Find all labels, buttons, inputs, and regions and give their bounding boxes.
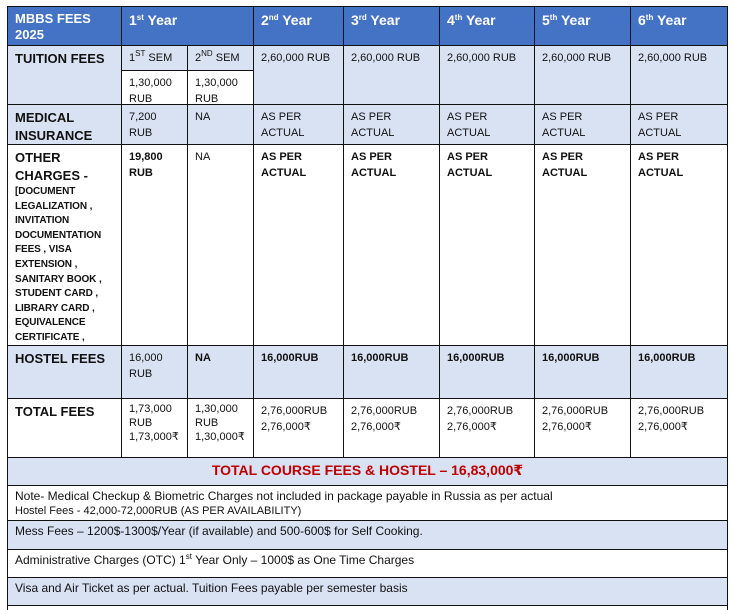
note-visa xyxy=(8,578,728,606)
value-line1: AS PER xyxy=(351,151,392,163)
value-line1: AS PER xyxy=(447,151,488,163)
other-detail-line: EQUIVALENCE xyxy=(15,317,86,329)
other-detail-line: SANITARY BOOK , xyxy=(15,273,102,285)
other-label-line1: OTHER xyxy=(15,150,61,165)
value-line2: ACTUAL xyxy=(638,127,682,139)
value-line2: RUB xyxy=(129,368,153,380)
hostel-year-value: 16,000RUB xyxy=(261,352,319,364)
total-year-4 xyxy=(440,399,535,458)
other-year-5 xyxy=(535,145,631,346)
hostel-year-value: 16,000RUB xyxy=(351,352,409,364)
medical-label-line1: MEDICAL xyxy=(15,110,75,125)
medical-sem2 xyxy=(188,105,254,145)
value-line2: 2,76,000₹ xyxy=(638,421,688,433)
value-line2: RUB xyxy=(195,417,219,429)
tuition-year-2 xyxy=(254,46,344,105)
other-label-line2: CHARGES - xyxy=(15,168,88,183)
hostel-year-5 xyxy=(535,346,631,399)
row-label-other xyxy=(8,145,122,346)
sem-num: 1 xyxy=(129,52,136,64)
value-line3: 1,73,000₹ xyxy=(129,431,179,443)
note-line: Note- Medical Checkup & Biometric Charges not included in package payable in Russia as per actual xyxy=(15,489,553,503)
tuition-year-value: 2,60,000 RUB xyxy=(542,52,612,64)
header-title-line1: MBBS FEES xyxy=(15,11,91,26)
value-line2: ACTUAL xyxy=(351,127,395,139)
tuition-year-3 xyxy=(344,46,440,105)
year-suffix: st xyxy=(136,13,144,22)
header-year-6 xyxy=(631,7,728,46)
other-detail-line: INVITATION xyxy=(15,215,70,227)
hostel-year-4 xyxy=(440,346,535,399)
hostel-sem2 xyxy=(188,346,254,399)
value-line2: 2,76,000₹ xyxy=(261,421,311,433)
tuition-year-6 xyxy=(631,46,728,105)
other-sem1 xyxy=(122,145,188,346)
tuition-sem2-header xyxy=(188,46,254,71)
tuition-year-value: 2,60,000 RUB xyxy=(447,52,517,64)
row-label-tuition xyxy=(8,46,122,105)
other-detail-line: LIBRARY CARD , xyxy=(15,302,95,314)
sem-num: 2 xyxy=(195,52,202,64)
value-line2: RUB xyxy=(129,167,153,179)
value-na: NA xyxy=(195,111,211,123)
year-num: 3 xyxy=(351,12,359,28)
year-word: Year xyxy=(462,12,496,28)
year-word: Year xyxy=(143,12,178,28)
tuition-year-4 xyxy=(440,46,535,105)
hostel-year-value: 16,000RUB xyxy=(447,352,505,364)
header-year-1 xyxy=(122,7,254,46)
other-year-4 xyxy=(440,145,535,346)
header-year-5 xyxy=(535,7,631,46)
value-line1: 7,200 xyxy=(129,111,157,123)
total-year-6 xyxy=(631,399,728,458)
year-num: 5 xyxy=(542,12,550,28)
hostel-sem1 xyxy=(122,346,188,399)
value-line2: RUB xyxy=(129,127,153,139)
other-detail-line: EXTENSION , xyxy=(15,258,78,270)
note-text: Administrative Charges (OTC) 1 xyxy=(15,553,186,567)
note-line: Hostel Fees - 42,000-72,000RUB (AS PER AVAILABILITY) xyxy=(15,505,302,517)
value-line2: ACTUAL xyxy=(351,167,397,179)
medical-year-4 xyxy=(440,105,535,145)
value-line1: 1,30,000 xyxy=(195,77,238,89)
medical-year-6 xyxy=(631,105,728,145)
total-label: TOTAL FEES xyxy=(15,404,95,419)
note-suffix: st xyxy=(185,552,192,561)
value-line1: 2,76,000RUB xyxy=(447,405,514,417)
value-na: NA xyxy=(195,352,211,364)
value-line2: ACTUAL xyxy=(542,167,588,179)
value-line2: 2,76,000₹ xyxy=(542,421,592,433)
other-year-2 xyxy=(254,145,344,346)
value-line2: ACTUAL xyxy=(447,167,493,179)
year-word: Year xyxy=(557,12,591,28)
total-year-3 xyxy=(344,399,440,458)
value-line1: 1,30,000 xyxy=(195,403,238,415)
year-suffix: th xyxy=(645,13,654,22)
value-line2: 2,76,000₹ xyxy=(351,421,401,433)
other-details xyxy=(15,185,121,346)
value-line1: AS PER xyxy=(351,111,392,123)
sem-suffix: ND xyxy=(201,49,213,58)
medical-sem1 xyxy=(122,105,188,145)
header-year-2 xyxy=(254,7,344,46)
value-line1: AS PER xyxy=(542,151,583,163)
note-mess xyxy=(8,521,728,550)
value-line1: 1,73,000 xyxy=(129,403,172,415)
value-line2: RUB xyxy=(195,93,219,105)
other-detail-line: DOCUMENTATION xyxy=(15,229,102,241)
other-detail-line: STUDENT CARD , xyxy=(15,288,99,300)
table-footer-strip xyxy=(8,606,728,610)
sem-word: SEM xyxy=(145,52,173,64)
value-line1: 19,800 xyxy=(129,151,163,163)
value-line1: AS PER xyxy=(261,151,302,163)
medical-year-5 xyxy=(535,105,631,145)
hostel-year-6 xyxy=(631,346,728,399)
year-word: Year xyxy=(278,12,312,28)
sem-word: SEM xyxy=(212,52,240,64)
tuition-year-value: 2,60,000 RUB xyxy=(261,52,331,64)
row-label-medical xyxy=(8,105,122,145)
hostel-label: HOSTEL FEES xyxy=(15,351,106,366)
total-sem2 xyxy=(188,399,254,458)
row-label-total xyxy=(8,399,122,458)
tuition-sem1-value xyxy=(122,71,188,105)
tuition-year-5 xyxy=(535,46,631,105)
year-num: 2 xyxy=(261,12,269,28)
other-year-3 xyxy=(344,145,440,346)
year-num: 6 xyxy=(638,12,646,28)
value-line2: RUB xyxy=(129,417,153,429)
other-detail-line: LEGALIZATION , xyxy=(15,200,93,212)
other-detail-line: CERTIFICATE , xyxy=(15,331,85,343)
other-sem2 xyxy=(188,145,254,346)
value-na: NA xyxy=(195,151,211,163)
value-line1: AS PER xyxy=(638,151,679,163)
value-line1: AS PER xyxy=(261,111,302,123)
total-year-5 xyxy=(535,399,631,458)
year-suffix: th xyxy=(454,13,463,22)
hostel-year-value: 16,000RUB xyxy=(638,352,696,364)
value-line1: AS PER xyxy=(447,111,488,123)
value-line1: 2,76,000RUB xyxy=(638,405,705,417)
medical-year-2 xyxy=(254,105,344,145)
row-label-hostel xyxy=(8,346,122,399)
value-line3: 1,30,000₹ xyxy=(195,431,245,443)
value-line2: ACTUAL xyxy=(261,167,307,179)
medical-year-3 xyxy=(344,105,440,145)
value-line2: ACTUAL xyxy=(447,127,491,139)
year-suffix: nd xyxy=(268,13,279,22)
hostel-year-value: 16,000RUB xyxy=(542,352,600,364)
hostel-year-2 xyxy=(254,346,344,399)
value-line2: ACTUAL xyxy=(638,167,684,179)
total-sem1 xyxy=(122,399,188,458)
value-line1: 1,30,000 xyxy=(129,77,172,89)
other-detail-line: [DOCUMENT xyxy=(15,186,76,197)
sem-suffix: ST xyxy=(135,49,146,58)
value-line1: 2,76,000RUB xyxy=(351,405,418,417)
other-year-6 xyxy=(631,145,728,346)
total-course-text: TOTAL COURSE FEES & HOSTEL – 16,83,000₹ xyxy=(211,462,524,478)
value-line1: 2,76,000RUB xyxy=(542,405,609,417)
value-line1: AS PER xyxy=(542,111,583,123)
tuition-sem2-value xyxy=(188,71,254,105)
header-year-3 xyxy=(344,7,440,46)
value-line1: 2,76,000RUB xyxy=(261,405,328,417)
year-num: 4 xyxy=(447,12,455,28)
value-line2: 2,76,000₹ xyxy=(447,421,497,433)
medical-label-line2: INSURANCE xyxy=(15,128,93,143)
year-word: Year xyxy=(366,12,401,28)
note-line: Visa and Air Ticket as per actual. Tuition Fees payable per semester basis xyxy=(15,581,408,595)
header-year-4 xyxy=(440,7,535,46)
hostel-year-3 xyxy=(344,346,440,399)
value-line1: 16,000 xyxy=(129,352,163,364)
value-line2: ACTUAL xyxy=(261,127,305,139)
value-line2: RUB xyxy=(129,93,153,105)
note-medical-hostel xyxy=(8,486,728,521)
total-course-banner xyxy=(8,458,728,486)
year-word: Year xyxy=(653,12,687,28)
tuition-year-value: 2,60,000 RUB xyxy=(638,52,708,64)
total-year-2 xyxy=(254,399,344,458)
year-suffix: rd xyxy=(358,13,367,22)
value-line2: ACTUAL xyxy=(542,127,586,139)
header-title-line2: 2025 xyxy=(15,27,44,42)
header-title-cell xyxy=(8,7,122,46)
note-line: Mess Fees – 1200$-1300$/Year (if available) and 500-600$ for Self Cooking. xyxy=(15,524,423,538)
year-num: 1 xyxy=(129,12,137,28)
other-detail-line: FEES , VISA xyxy=(15,244,72,256)
note-text: Year Only – 1000$ as One Time Charges xyxy=(191,553,415,567)
value-line1: AS PER xyxy=(638,111,679,123)
year-suffix: th xyxy=(549,13,558,22)
note-admin xyxy=(8,550,728,578)
tuition-sem1-header xyxy=(122,46,188,71)
tuition-year-value: 2,60,000 RUB xyxy=(351,52,421,64)
tuition-label: TUITION FEES xyxy=(15,51,105,66)
